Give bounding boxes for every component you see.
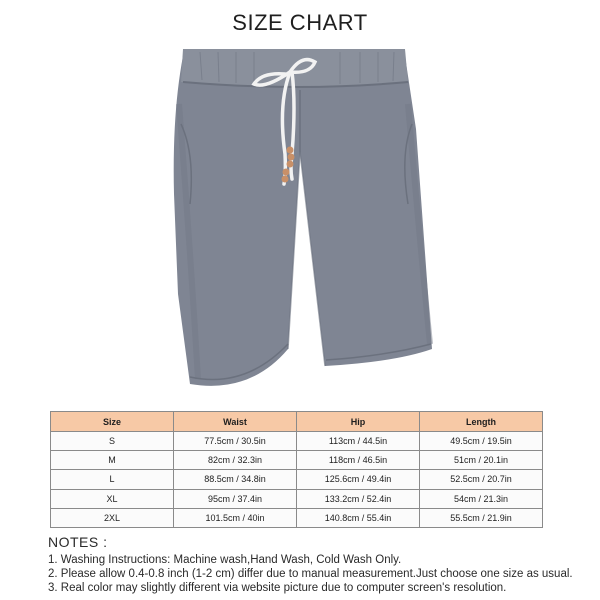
table-cell: 49.5cm / 19.5in [420, 432, 543, 451]
table-cell: 51cm / 20.1in [420, 451, 543, 470]
table-cell: 101.5cm / 40in [174, 508, 297, 527]
note-item: 1. Washing Instructions: Machine wash,Hand Wash, Cold Wash Only. [48, 554, 402, 566]
table-cell: 52.5cm / 20.7in [420, 470, 543, 489]
table-cell: 118cm / 46.5in [297, 451, 420, 470]
table-cell: 133.2cm / 52.4in [297, 489, 420, 508]
table-cell: 88.5cm / 34.8in [174, 470, 297, 489]
column-header: Length [420, 412, 543, 432]
table-cell: L [51, 470, 174, 489]
table-cell: 140.8cm / 55.4in [297, 508, 420, 527]
table-row [51, 432, 543, 451]
table-cell: XL [51, 489, 174, 508]
table-cell: 2XL [51, 508, 174, 527]
column-header: Hip [297, 412, 420, 432]
table-header-row [51, 412, 543, 432]
shorts-illustration-icon [150, 44, 450, 404]
column-header: Waist [174, 412, 297, 432]
column-header: Size [51, 412, 174, 432]
table-row [51, 489, 543, 508]
table-cell: 113cm / 44.5in [297, 432, 420, 451]
table-cell: 82cm / 32.3in [174, 451, 297, 470]
notes-section [48, 534, 593, 595]
table-cell: 95cm / 37.4in [174, 489, 297, 508]
size-chart-table [50, 411, 543, 528]
notes-heading: NOTES : [48, 534, 108, 550]
shorts-body [174, 56, 432, 386]
table-row [51, 470, 543, 489]
table-cell: 54cm / 21.3in [420, 489, 543, 508]
table-cell: 77.5cm / 30.5in [174, 432, 297, 451]
table-cell: 55.5cm / 21.9in [420, 508, 543, 527]
table-cell: 125.6cm / 49.4in [297, 470, 420, 489]
table-row [51, 451, 543, 470]
note-item: 3. Real color may slightly different via website picture due to computer screen's resolution. [48, 582, 507, 594]
page-title: SIZE CHART [232, 10, 368, 35]
table-row [51, 508, 543, 527]
table-cell: M [51, 451, 174, 470]
table-cell: S [51, 432, 174, 451]
note-item: 2. Please allow 0.4-0.8 inch (1-2 cm) differ due to manual measurement.Just choose one size as usual. [48, 568, 573, 580]
product-image [150, 44, 450, 404]
